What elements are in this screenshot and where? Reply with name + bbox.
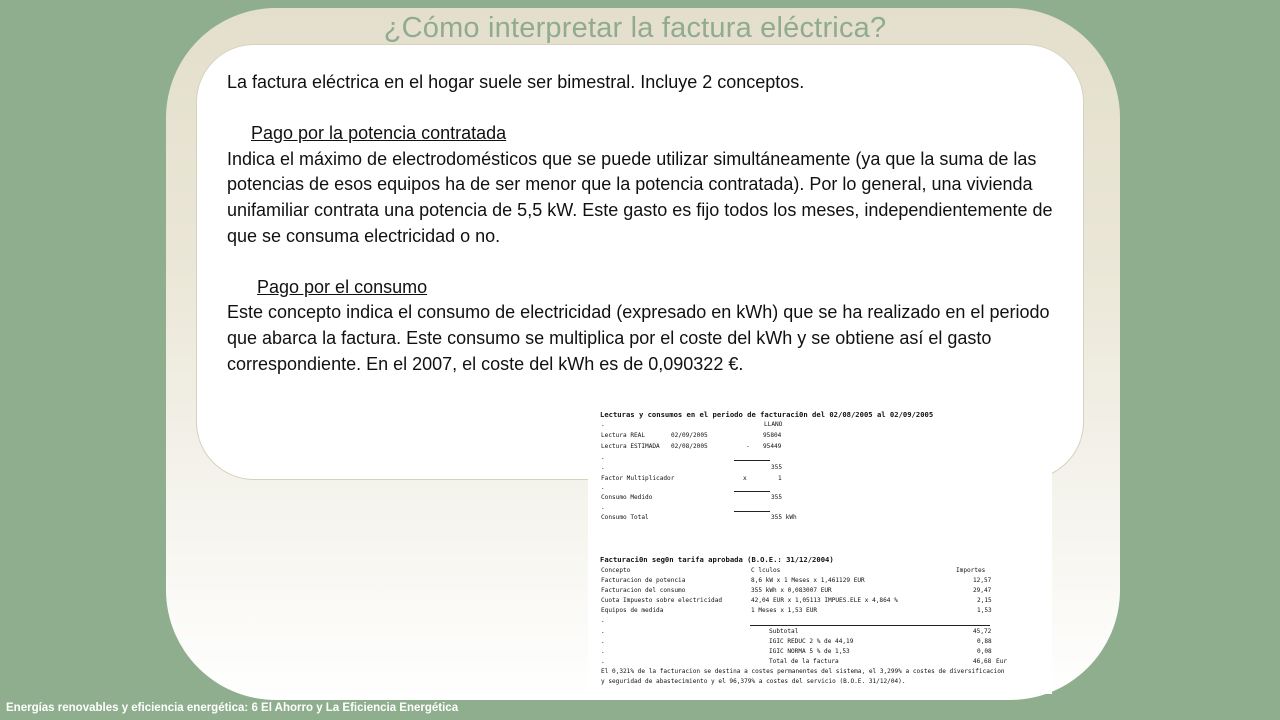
line-calc: 1 Meses x 1,53 EUR	[751, 607, 818, 614]
lectura-estimada-date: 02/08/2005	[671, 443, 708, 450]
section1-heading-row	[227, 121, 1072, 147]
factor-value: 1	[778, 475, 782, 482]
dot-marker: .	[601, 638, 605, 645]
sum-rule	[734, 460, 770, 461]
spacer	[227, 249, 1072, 275]
line-amount: 2,15	[977, 597, 992, 604]
col-calculos: C lculos	[751, 567, 781, 574]
total-label: Total de la factura	[769, 658, 839, 665]
consumo-total-value: 355 kWh	[771, 514, 797, 521]
dot-marker: .	[601, 464, 605, 471]
dot-marker: .	[601, 454, 605, 461]
lectura-estimada-value: 95449	[763, 443, 782, 450]
subtotal-rule	[750, 625, 990, 626]
col-concepto: Concepto	[601, 567, 631, 574]
igic-reduc-value: 0,88	[977, 638, 992, 645]
dot-marker: .	[601, 421, 605, 428]
consumo-total-label: Consumo Total	[601, 514, 649, 521]
section1-body: Indica el máximo de electrodomésticos que se puede utilizar simultáneamente (ya que la suma de las potencias de esos equipos ha de ser menor que la potencia contratada). Por lo general, una vivienda unifamiliar contrata una potencia de 5,5 kW. Este gasto es fijo todos los meses, independientemente de que se consuma electricidad o no.	[227, 148, 1053, 246]
sum-rule	[734, 511, 770, 512]
lectura-real-value: 95804	[763, 432, 782, 439]
dot-marker: .	[601, 628, 605, 635]
minus-sign: -	[746, 443, 750, 450]
subtotal-label: Subtotal	[769, 628, 799, 635]
readings-heading: Lecturas y consumos en el periodo de facturaci0n del 02/08/2005 al 02/09/2005	[600, 410, 934, 419]
igic-norma-value: 0,08	[977, 648, 992, 655]
spacer	[227, 96, 1072, 122]
section2-body: Este concepto indica el consumo de electricidad (expresado en kWh) que se ha realizado en el periodo que abarca la factura. Este consumo se multiplica por el coste del kWh y se obtiene así el gasto correspondiente. En el 2007, el coste del kWh es de 0,090322 €.	[227, 302, 1050, 374]
col-llano: LLANO	[764, 421, 783, 428]
line-calc: 42,04 EUR x 1,05113 IMPUES.ELE x 4,864 %	[751, 597, 898, 604]
line-concept: Cuota Impuesto sobre electricidad	[601, 597, 723, 604]
line-amount: 12,57	[973, 577, 992, 584]
slide-title: ¿Cómo interpretar la factura eléctrica?	[383, 12, 887, 44]
slide-footer: Energías renovables y eficiencia energética: 6 El Ahorro y La Eficiencia Energética	[6, 702, 459, 714]
invoice-note: El 0,321% de la facturacion se destina a costes permanentes del sistema, el 3,299% a costes de diversificacion	[601, 668, 1005, 675]
total-value: 46,68	[973, 658, 992, 665]
lectura-real-label: Lectura REAL	[601, 432, 646, 439]
section1-heading: Pago por la potencia contratada	[251, 123, 507, 144]
line-calc: 8,6 kW x 1 Meses x 1,461129 EUR	[751, 577, 865, 584]
lectura-estimada-label: Lectura ESTIMADA	[601, 443, 660, 450]
section2-heading: Pago por el consumo	[257, 276, 428, 297]
sum-rule	[734, 491, 770, 492]
section2-heading-row	[227, 275, 1072, 301]
difference-value: 355	[771, 464, 783, 471]
consumo-medido-label: Consumo Medido	[601, 494, 653, 501]
dot-marker: .	[601, 648, 605, 655]
igic-reduc-label: IGIC REDUC 2 % de 44,19	[769, 638, 854, 645]
col-importes: Importes	[956, 567, 986, 574]
invoice-image	[588, 404, 1052, 694]
line-concept: Facturacion del consumo	[601, 587, 686, 594]
dot-marker: .	[601, 484, 605, 491]
dot-marker: .	[601, 658, 605, 665]
line-concept: Equipos de medida	[601, 607, 664, 614]
total-unit: Eur	[996, 658, 1008, 665]
intro-text: La factura eléctrica en el hogar suele ser bimestral. Incluye 2 conceptos.	[227, 72, 805, 92]
line-amount: 1,53	[977, 607, 992, 614]
slide-body	[227, 70, 1072, 377]
line-concept: Facturacion de potencia	[601, 577, 686, 584]
times-sign: x	[743, 475, 747, 482]
factor-label: Factor Multiplicador	[601, 475, 675, 482]
subtotal-value: 45,72	[973, 628, 992, 635]
igic-norma-label: IGIC NORMA 5 % de 1,53	[769, 648, 850, 655]
lectura-real-date: 02/09/2005	[671, 432, 708, 439]
billing-heading: Facturaci0n seg0n tarifa aprobada (B.O.E.: 31/12/2004)	[600, 555, 834, 564]
line-amount: 29,47	[973, 587, 992, 594]
dot-marker: .	[601, 504, 605, 511]
line-calc: 355 kWh x 0,083007 EUR	[751, 587, 832, 594]
dot-marker: .	[601, 617, 605, 624]
consumo-medido-value: 355	[771, 494, 783, 501]
invoice-note: y seguridad de abastecimiento y el 96,379% a costes del servicio (B.O.E. 31/12/04).	[601, 678, 906, 685]
